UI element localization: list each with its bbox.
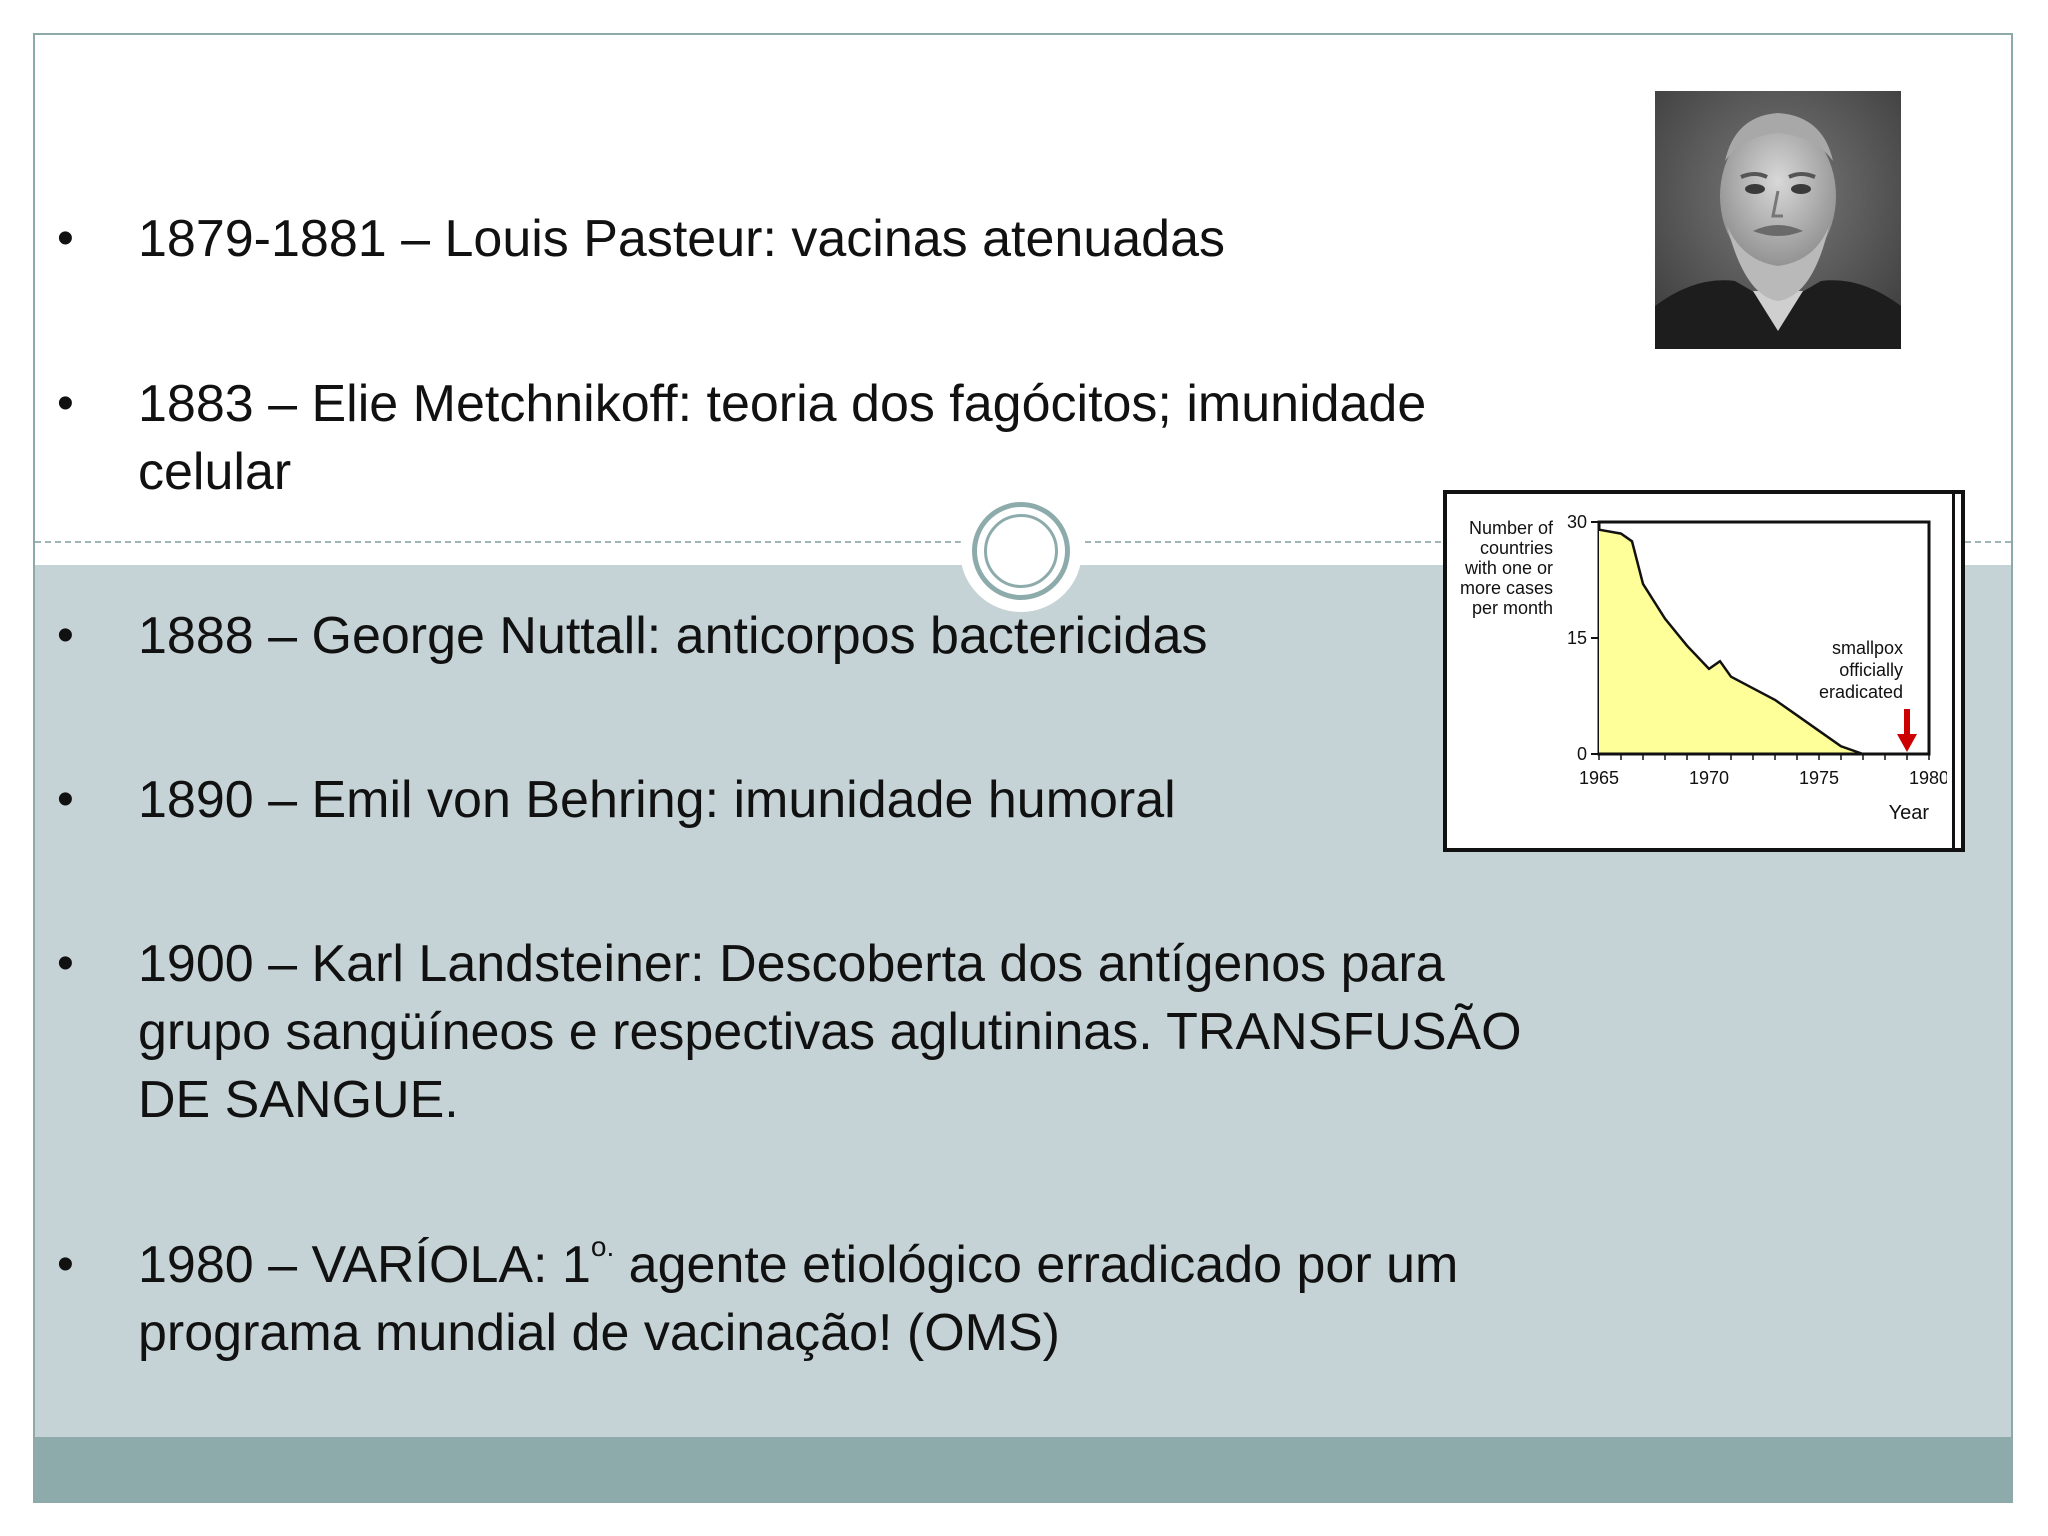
x-axis-label: Year [1888, 802, 1929, 824]
louis-pasteur-portrait [1655, 91, 1901, 349]
bullet-line: 1879-1881 – Louis Pasteur: vacinas atenuadas [138, 210, 1225, 268]
y-tick-label: 30 [1566, 512, 1587, 532]
bullet-dot: • [57, 773, 74, 826]
annotation-line: officially [1839, 660, 1903, 680]
bullet-text [138, 370, 1698, 506]
smallpox-annotation [1819, 638, 1903, 702]
bullet-text [138, 205, 1698, 273]
annotation-line: eradicated [1818, 682, 1903, 702]
y-axis-label-line: Number of [1468, 518, 1553, 538]
x-tick-label: 1980 [1908, 768, 1947, 788]
bullet-line-start: 1980 – VARÍOLA: 1 [138, 1236, 591, 1294]
bullet-line: 1900 – Karl Landsteiner: Descoberta dos antígenos para [138, 935, 1445, 993]
x-tick-label: 1965 [1578, 768, 1620, 788]
bullet-line: grupo sangüíneos e respectivas aglutininas. TRANSFUSÃO [138, 1003, 1522, 1061]
eradication-arrow-shaft [1904, 709, 1910, 735]
bullet-dot: • [57, 937, 74, 990]
bullet-line [138, 1231, 1698, 1299]
y-axis-label-line: more cases [1459, 578, 1553, 598]
bullet-line: 1883 – Elie Metchnikoff: teoria dos fagócitos; imunidade [138, 375, 1427, 433]
bullet-text [138, 930, 1698, 1134]
bullet-dot: • [57, 377, 74, 430]
smallpox-chart [1443, 490, 1965, 852]
slide [33, 33, 2013, 1503]
y-axis-label-line: per month [1471, 598, 1553, 618]
y-tick-label: 0 [1576, 744, 1587, 764]
x-tick-label: 1975 [1798, 768, 1840, 788]
y-axis-label-line: countries [1479, 538, 1553, 558]
annotation-line: smallpox [1831, 638, 1903, 658]
ordinal-superscript: o. [590, 1231, 615, 1262]
chart-svg [1447, 494, 1947, 848]
bullet-line: 1890 – Emil von Behring: imunidade humoral [138, 771, 1176, 829]
bullet-dot: • [57, 1238, 74, 1291]
y-axis-label-line: with one or [1464, 558, 1553, 578]
bullet-text [138, 1231, 1698, 1367]
y-axis-label [1460, 518, 1554, 618]
portrait-drawing [1655, 91, 1901, 349]
bullet-line: programa mundial de vacinação! (OMS) [138, 1304, 1060, 1362]
eradication-arrow-head [1897, 734, 1917, 752]
y-tick-label: 15 [1566, 628, 1587, 648]
bullet-dot: • [57, 609, 74, 662]
bullet-dot: • [57, 212, 74, 265]
bullet-line: DE SANGUE. [138, 1071, 459, 1129]
x-tick-label: 1970 [1688, 768, 1730, 788]
bullet-line-end: agente etiológico erradicado por um [614, 1236, 1459, 1294]
bullet-line: 1888 – George Nuttall: anticorpos bactericidas [138, 607, 1208, 665]
bullet-line: celular [138, 443, 292, 501]
